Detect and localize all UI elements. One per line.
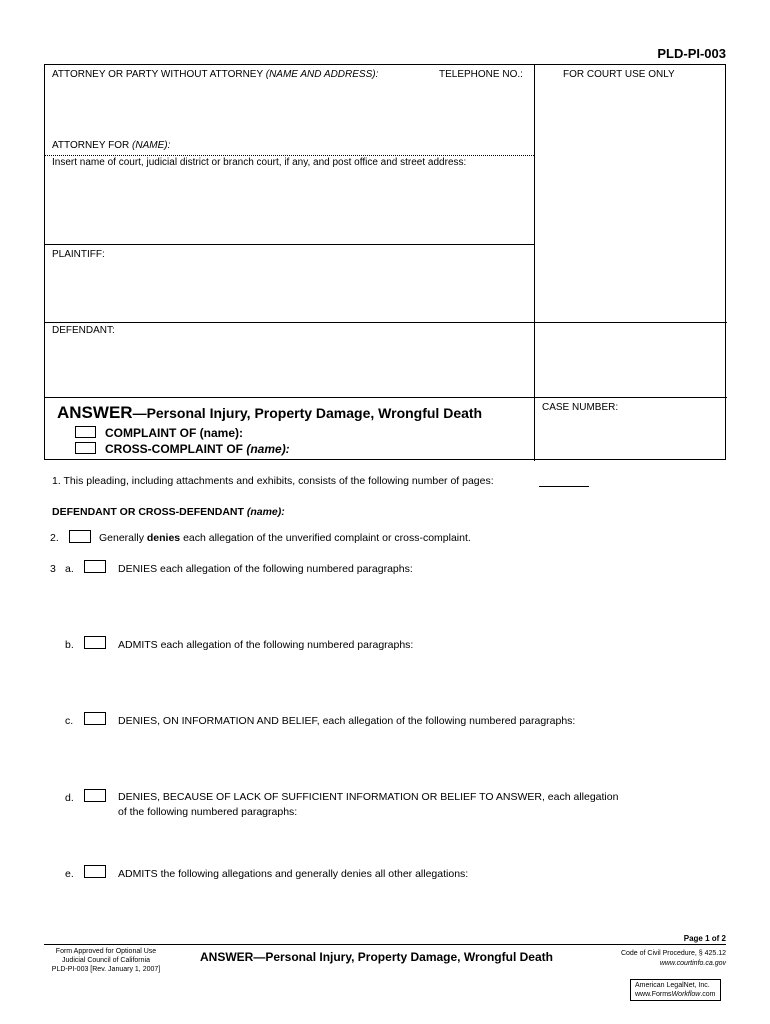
page-number: Page 1 of 2 [683, 934, 726, 943]
item-3e-letter: e. [65, 868, 74, 880]
item-3e-checkbox[interactable] [84, 865, 106, 878]
footer-code-citation: Code of Civil Procedure, § 425.12 www.courtinfo.ca.gov [620, 950, 726, 967]
defendant-heading: DEFENDANT OR CROSS-DEFENDANT (name): [52, 506, 285, 518]
attorney-for-divider [45, 155, 534, 156]
item-3d-text-cont: of the following numbered paragraphs: [118, 806, 298, 818]
form-id: PLD-PI-003 [657, 46, 726, 61]
item-3-number: 3 [50, 563, 56, 575]
item-3d-checkbox[interactable] [84, 789, 106, 802]
attorney-for-label: ATTORNEY FOR (NAME): [52, 140, 171, 151]
publisher-brand: American LegalNet, Inc. www.FormsWorkflow.com [630, 979, 721, 1001]
column-divider [534, 65, 535, 461]
item-3c-checkbox[interactable] [84, 712, 106, 725]
item-3c-letter: c. [65, 715, 74, 727]
footer-rule [44, 944, 726, 945]
item-3c-text: DENIES, ON INFORMATION AND BELIEF, each allegation of the following numbered paragraphs: [118, 715, 576, 727]
item-2-number: 2. [50, 532, 59, 544]
cross-complaint-of-label: CROSS-COMPLAINT OF (name): [105, 442, 290, 456]
defendant-divider [45, 322, 727, 323]
footer-title: ANSWER—Personal Injury, Property Damage, Wrongful Death [200, 950, 553, 964]
item-3b-checkbox[interactable] [84, 636, 106, 649]
defendant-label: DEFENDANT: [52, 325, 115, 336]
telephone-label: TELEPHONE NO.: [439, 69, 523, 80]
item-3d-text: DENIES, BECAUSE OF LACK OF SUFFICIENT INFORMATION OR BELIEF TO ANSWER, each allegation [118, 791, 619, 803]
caption-box [44, 64, 726, 460]
item-3b-text: ADMITS each allegation of the following numbered paragraphs: [118, 639, 414, 651]
form-title: ANSWER—Personal Injury, Property Damage, Wrongful Death [57, 403, 483, 422]
court-use-label: FOR COURT USE ONLY [563, 69, 675, 80]
complaint-checkbox[interactable] [75, 426, 96, 438]
item-2-text: Generally denies each allegation of the unverified complaint or cross-complaint. [99, 532, 471, 544]
page-count-field[interactable] [539, 475, 589, 487]
title-divider [45, 397, 727, 398]
item-3b-letter: b. [65, 639, 74, 651]
plaintiff-label: PLAINTIFF: [52, 249, 105, 260]
item-1-text: 1. This pleading, including attachments and exhibits, consists of the following number of pages: [52, 475, 494, 487]
footer-form-approval: Form Approved for Optional Use Judicial Council of California PLD-PI-003 [Rev. January 1, 2007] [51, 948, 161, 973]
court-instructions: Insert name of court, judicial district or branch court, if any, and post office and street address: [52, 157, 467, 168]
complaint-of-label: COMPLAINT OF (name): [105, 426, 243, 440]
cross-complaint-checkbox[interactable] [75, 442, 96, 454]
item-3a-checkbox[interactable] [84, 560, 106, 573]
item-3a-text: DENIES each allegation of the following numbered paragraphs: [118, 563, 413, 575]
item-3e-text: ADMITS the following allegations and generally denies all other allegations: [118, 868, 469, 880]
item-3a-letter: a. [65, 563, 74, 575]
case-number-label: CASE NUMBER: [542, 402, 619, 413]
plaintiff-divider [45, 244, 534, 245]
attorney-label: ATTORNEY OR PARTY WITHOUT ATTORNEY (NAME AND ADDRESS): [52, 69, 379, 80]
item-3d-letter: d. [65, 792, 74, 804]
item-2-checkbox[interactable] [69, 530, 91, 543]
